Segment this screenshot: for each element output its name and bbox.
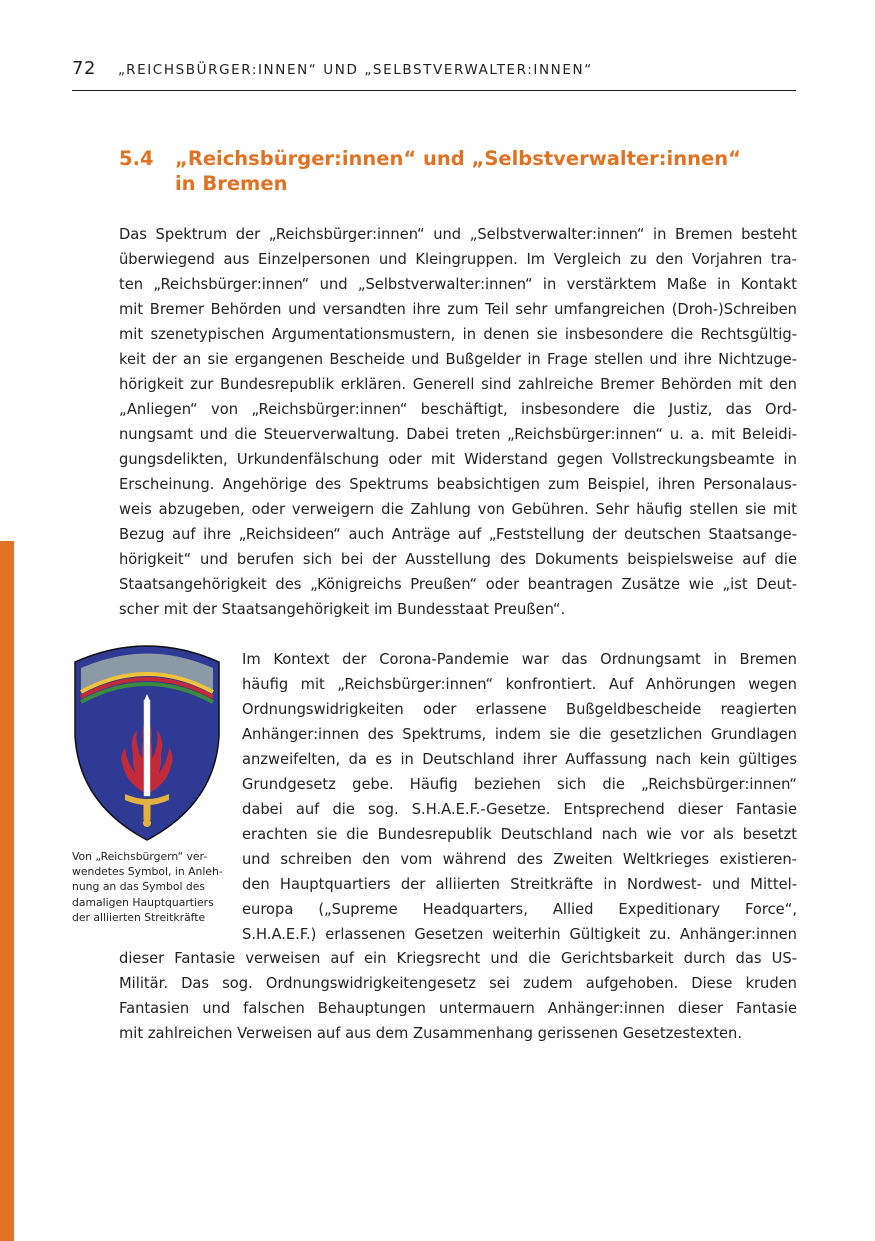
text-line: Anhänger:innen des Spektrums, indem sie die gesetzlichen Grundlagen [242, 726, 797, 743]
running-title: „REICHSBÜRGER:INNEN“ UND „SELBSTVERWALTER:INNEN“ [118, 62, 593, 78]
paragraph-corona-continued [119, 946, 797, 1046]
sword-blade [144, 700, 150, 796]
section-title [175, 146, 795, 196]
text-line: Bezug auf ihre „Reichsideen“ auch Anträge auf „Feststellung der deutschen Staatsange- [119, 526, 797, 543]
text-line: und schreiben den vom während des Zweiten Weltkrieges existieren- [242, 851, 797, 868]
text-line: scher mit der Staatsangehörigkeit im Bundesstaat Preußen“. [119, 601, 566, 618]
text-line: Ordnungswidrigkeiten oder erlassene Bußgeldbescheide reagierten [242, 701, 797, 718]
caption-line: nung an das Symbol des [72, 880, 206, 894]
sword-grip [144, 802, 151, 820]
text-line: Im Kontext der Corona-Pandemie war das Ordnungsamt in Bremen [242, 651, 797, 668]
text-line: weis abzugeben, oder verweigern die Zahlung von Gebühren. Sehr häufig stellen sie mit [119, 501, 797, 518]
text-line: mit zahlreichen Verweisen auf aus dem Zusammenhang gerissenen Gesetzestexten. [119, 1025, 743, 1042]
text-line: nungsamt und die Steuerverwaltung. Dabei treten „Reichsbürger:innen“ u. a. mit Beleidi- [119, 426, 797, 443]
chapter-color-bar [0, 541, 14, 1241]
text-line: ten „Reichsbürger:innen“ und „Selbstverwalter:innen“ in verstärktem Maße in Kontakt [119, 276, 797, 293]
section-number: 5.4 [119, 147, 154, 170]
text-line: mit szenetypischen Argumentationsmustern, in denen sie insbesondere die Rechtsgültig- [119, 326, 797, 343]
text-line: überwiegend aus Einzelpersonen und Kleingruppen. Im Vergleich zu den Vorjahren tra- [119, 251, 797, 268]
shield-emblem-icon [71, 644, 223, 842]
text-line: Erscheinung. Angehörige des Spektrums beabsichtigen zum Beispiel, ihren Personalaus- [119, 476, 797, 493]
caption-line: Von „Reichsbürgern“ ver- [72, 850, 208, 863]
text-line: Grundgesetz gebe. Häufig beziehen sich die „Reichsbürger:innen“ [242, 776, 797, 793]
text-line: anzweifelten, da es in Deutschland ihrer Auffassung nach kein gültiges [242, 751, 797, 768]
caption-line: wendetes Symbol, in Anleh- [72, 865, 223, 879]
text-line: dabei auf die sog. S.H.A.E.F.-Gesetze. Entsprechend dieser Fantasie [242, 801, 797, 818]
text-line: häufig mit „Reichsbürger:innen“ konfrontiert. Auf Anhörungen wegen [242, 676, 797, 693]
text-line: Fantasien und falschen Behauptungen untermauern Anhänger:innen dieser Fantasie [119, 1000, 797, 1017]
text-line: den Hauptquartiers der alliierten Streitkräfte in Nordwest- und Mittel- [242, 876, 797, 893]
figure-caption [72, 849, 232, 925]
text-line: Das Spektrum der „Reichsbürger:innen“ und „Selbstverwalter:innen“ in Bremen besteht [119, 226, 797, 243]
text-line: erachten sie die Bundesrepublik Deutschland nach wie vor als besetzt [242, 826, 797, 843]
text-line: gungsdelikten, Urkundenfälschung oder mit Widerstand gegen Vollstreckungsbeamte in [119, 451, 797, 468]
sword-pommel [143, 819, 151, 827]
paragraph-intro [119, 222, 797, 622]
section-title-line: „Reichsbürger:innen“ und „Selbstverwalter:innen“ [175, 147, 741, 170]
text-line: Militär. Das sog. Ordnungswidrigkeitengesetz sei zudem aufgehoben. Diese kruden [119, 975, 797, 992]
paragraph-corona [242, 647, 797, 947]
running-header [72, 58, 796, 91]
text-line: dieser Fantasie verweisen auf ein Kriegsrecht und die Gerichtsbarkeit durch das US- [119, 950, 797, 967]
text-line: „Anliegen“ von „Reichsbürger:innen“ beschäftigt, insbesondere die Justiz, das Ord- [119, 401, 797, 418]
text-line: mit Bremer Behörden und versandten ihre zum Teil sehr umfangreichen (Droh-)Schreiben [119, 301, 797, 318]
page-number: 72 [72, 58, 96, 79]
text-line: Staatsangehörigkeit des „Königreichs Preußen“ oder beantragen Zusätze wie „ist Deut- [119, 576, 797, 593]
text-line: S.H.A.E.F.) erlassenen Gesetzen weiterhin Gültigkeit zu. Anhänger:innen [242, 926, 797, 943]
caption-line: der alliierten Streitkräfte [72, 910, 206, 924]
text-line: keit der an sie ergangenen Bescheide und Bußgelder in Frage stellen und ihre Nichtzuge- [119, 351, 797, 368]
text-line: europa („Supreme Headquarters, Allied Expeditionary Force“, [242, 901, 797, 918]
text-line: hörigkeit“ und berufen sich bei der Ausstellung des Dokuments beispielsweise auf die [119, 551, 797, 568]
caption-line: damaligen Hauptquartiers [72, 895, 214, 909]
text-line: hörigkeit zur Bundesrepublik erklären. Generell sind zahlreiche Bremer Behörden mit den [119, 376, 797, 393]
section-title-line: in Bremen [175, 172, 288, 195]
